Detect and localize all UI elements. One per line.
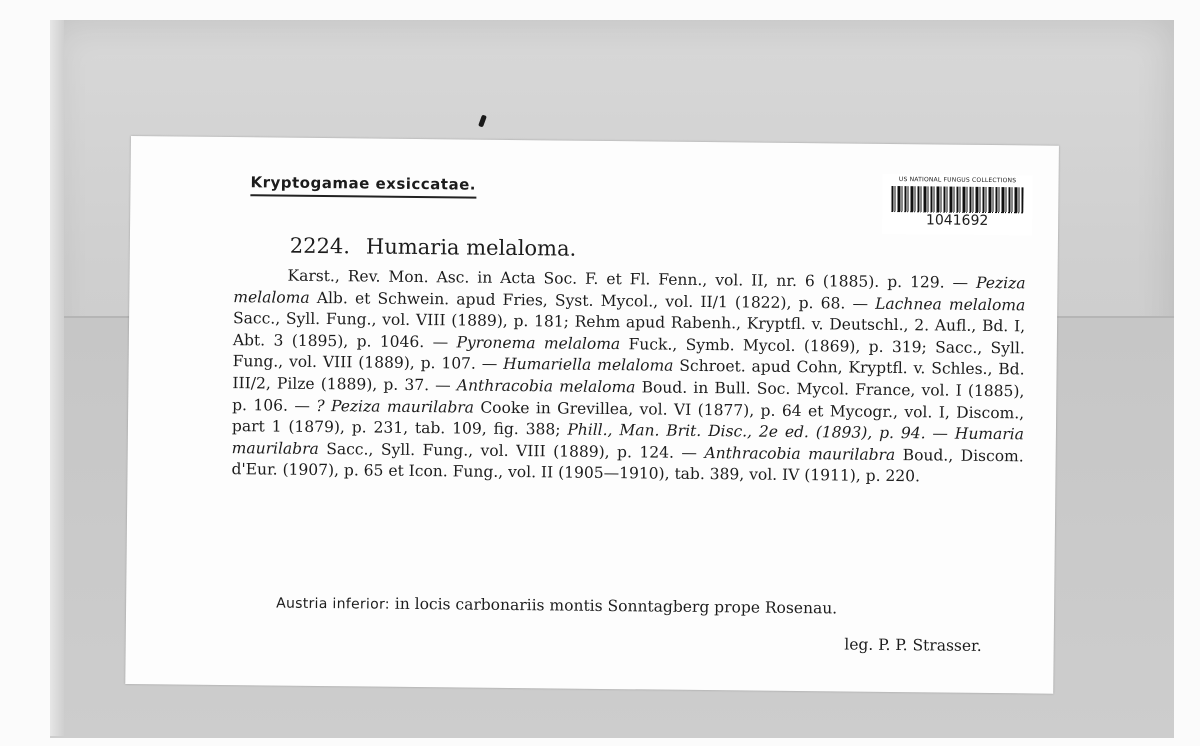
citation-text: Fuck., Symb. Mycol. (1869), p. 319; Sacc., Syll. Fung., vol. VIII (1889), p. 107. —	[232, 334, 1025, 374]
barcode-image	[891, 186, 1023, 213]
citation-taxon: Pyronema melaloma	[456, 333, 621, 353]
series-title: Kryptogamae exsiccatae.	[250, 173, 476, 198]
citation-taxon: Anthracobia melaloma	[456, 376, 636, 397]
entry-heading	[290, 234, 577, 261]
locality-region: Austria inferior:	[276, 595, 390, 613]
citation-text: Karst., Rev. Mon. Asc. in Acta Soc. F. et Fl. Fenn., vol. II, nr. 6 (1885). p. 129. —	[287, 266, 977, 292]
citation-taxon: ? Peziza maurilabra	[316, 396, 475, 417]
citation-taxon: Lachnea melaloma	[875, 294, 1026, 314]
packet-edge	[50, 20, 64, 736]
barcode-number: 1041692	[925, 212, 989, 229]
citation-taxon: Humariella melaloma	[503, 355, 674, 376]
entry-number: 2224.	[289, 233, 351, 259]
citation-text: Boud., Discom. d'Eur. (1907), p. 65 et Icon. Fung., vol. II (1905—1910), tab. 389, vol. IV (1911), p. 220.	[231, 445, 1024, 486]
citation-text: Alb. et Schwein. apud Fries, Syst. Mycol., vol. II/1 (1822), p. 68. —	[309, 288, 876, 313]
taxon-name: Humaria melaloma.	[365, 234, 577, 261]
citation-text: Schroet. apud Cohn, Kryptfl. v. Schles., Bd. III/2, Pilze (1889), p. 37. —	[232, 357, 1025, 395]
citation-block	[231, 265, 1025, 489]
citation-text: Sacc., Syll. Fung., vol. VIII (1889), p. 181; Rehm apud Rabenh., Kryptfl. v. Deutschl., 2. Aufl., Bd. I, Abt. 3 (1895), p. 1046. —	[232, 309, 1026, 352]
barcode-caption: US NATIONAL FUNGUS COLLECTIONS	[898, 176, 1017, 185]
citation-text: Sacc., Syll. Fung., vol. VIII (1889), p. 124. —	[318, 439, 705, 462]
citation-taxon: Phill., Man. Brit. Disc., 2e ed. (1893), p. 94. — Humaria maurilabra	[231, 420, 1025, 458]
exsiccata-label	[125, 136, 1059, 694]
locality	[276, 593, 1006, 622]
barcode-label	[882, 174, 1033, 236]
locality-text: in locis carbonariis montis Sonntagberg prope Rosenau.	[389, 594, 838, 618]
citation-text: Cooke in Grevillea, vol. VI (1877), p. 64 et Mycogr., vol. I, Discom., part 1 (1879), p. 231, tab. 109, fig. 388;	[231, 398, 1025, 439]
collector: leg. P. P. Strasser.	[844, 635, 982, 655]
citation-taxon: Peziza melaloma	[233, 273, 1026, 307]
citation-taxon: Anthracobia maurilabra	[704, 443, 896, 464]
citation-text: Boud. in Bull. Soc. Mycol. France, vol. I (1885), p. 106. —	[232, 378, 1025, 415]
